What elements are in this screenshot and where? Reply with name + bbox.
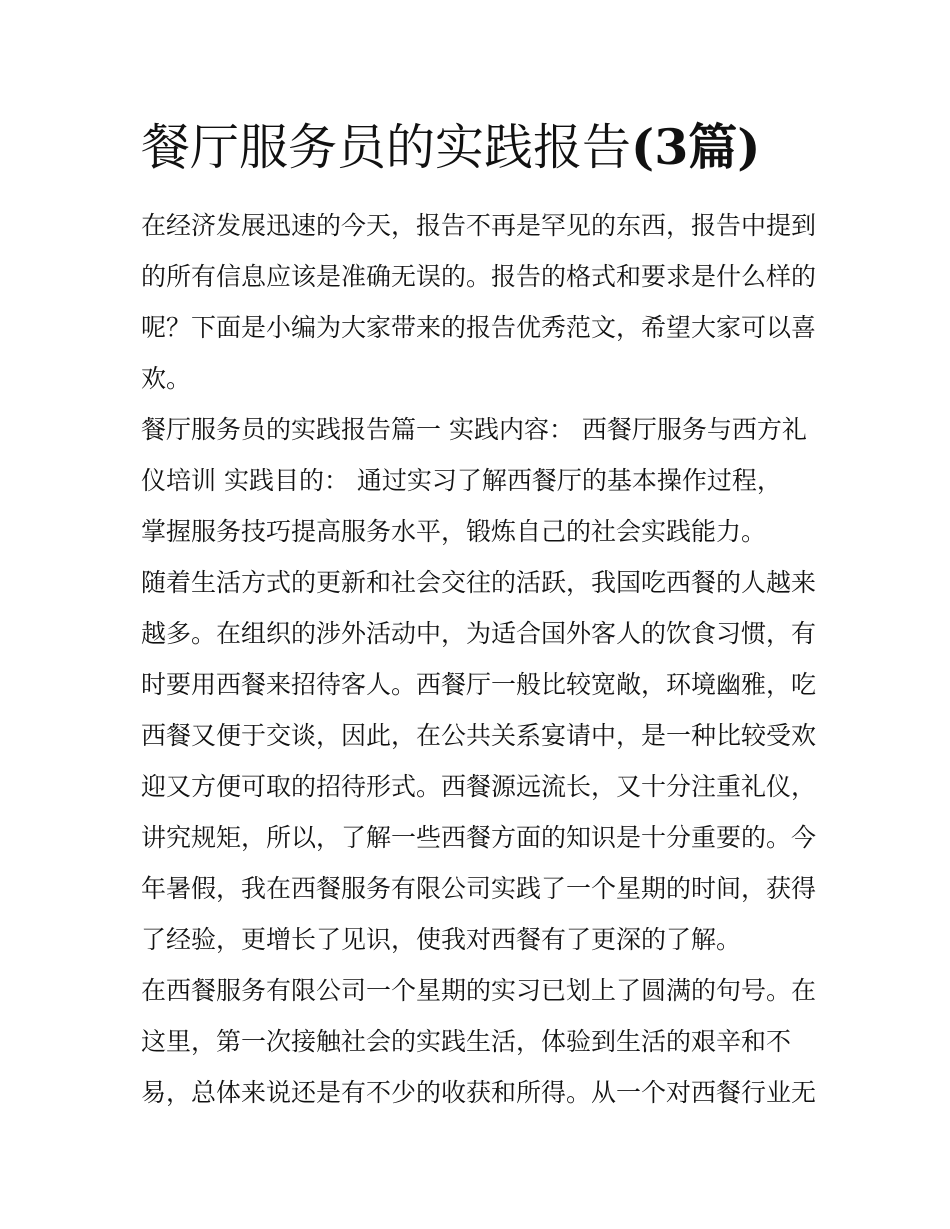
paragraph-line: 西餐又便于交谈，因此，在公共关系宴请中，是一种比较受欢 bbox=[141, 721, 817, 750]
paragraph-line: 讲究规矩，所以，了解一些西餐方面的知识是十分重要的。今 bbox=[141, 823, 817, 852]
paragraph-line: 越多。在组织的涉外活动中，为适合国外客人的饮食习惯，有 bbox=[141, 619, 817, 648]
paragraph-line: 掌握服务技巧提高服务水平，锻炼自己的社会实践能力。 bbox=[141, 517, 767, 546]
paragraph-line: 的所有信息应该是准确无误的。报告的格式和要求是什么样的 bbox=[141, 262, 817, 291]
document-title bbox=[141, 112, 841, 183]
paragraph-line: 时要用西餐来招待客人。西餐厅一般比较宽敞，环境幽雅，吃 bbox=[141, 670, 817, 699]
paragraph-line: 迎又方便可取的招待形式。西餐源远流长，又十分注重礼仪， bbox=[141, 772, 817, 801]
title-main-text: 餐厅服务员的实践报告 bbox=[141, 119, 632, 176]
paragraph-line: 餐厅服务员的实践报告篇一 实践内容： 西餐厅服务与西方礼 bbox=[141, 415, 807, 444]
paragraph-line: 了经验，更增长了见识，使我对西餐有了更深的了解。 bbox=[141, 925, 742, 954]
paragraph-line: 随着生活方式的更新和社会交往的活跃，我国吃西餐的人越来 bbox=[141, 568, 817, 597]
paragraph-line: 易，总体来说还是有不少的收获和所得。从一个对西餐行业无 bbox=[141, 1078, 817, 1107]
paragraph-line: 呢？下面是小编为大家带来的报告优秀范文，希望大家可以喜 bbox=[141, 313, 817, 342]
paragraph-line: 这里，第一次接触社会的实践生活，体验到生活的艰辛和不 bbox=[141, 1027, 792, 1056]
document-body bbox=[141, 200, 821, 1118]
title-suffix-text: (3篇) bbox=[631, 118, 761, 176]
paragraph-line: 在西餐服务有限公司一个星期的实习已划上了圆满的句号。在 bbox=[141, 976, 817, 1005]
paragraph-line: 欢。 bbox=[141, 364, 192, 393]
paragraph-line: 仪培训 实践目的： 通过实习了解西餐厅的基本操作过程， bbox=[141, 466, 782, 495]
paragraph-line: 年暑假，我在西餐服务有限公司实践了一个星期的时间，获得 bbox=[141, 874, 817, 903]
paragraph-line: 在经济发展迅速的今天，报告不再是罕见的东西，报告中提到 bbox=[141, 211, 817, 240]
